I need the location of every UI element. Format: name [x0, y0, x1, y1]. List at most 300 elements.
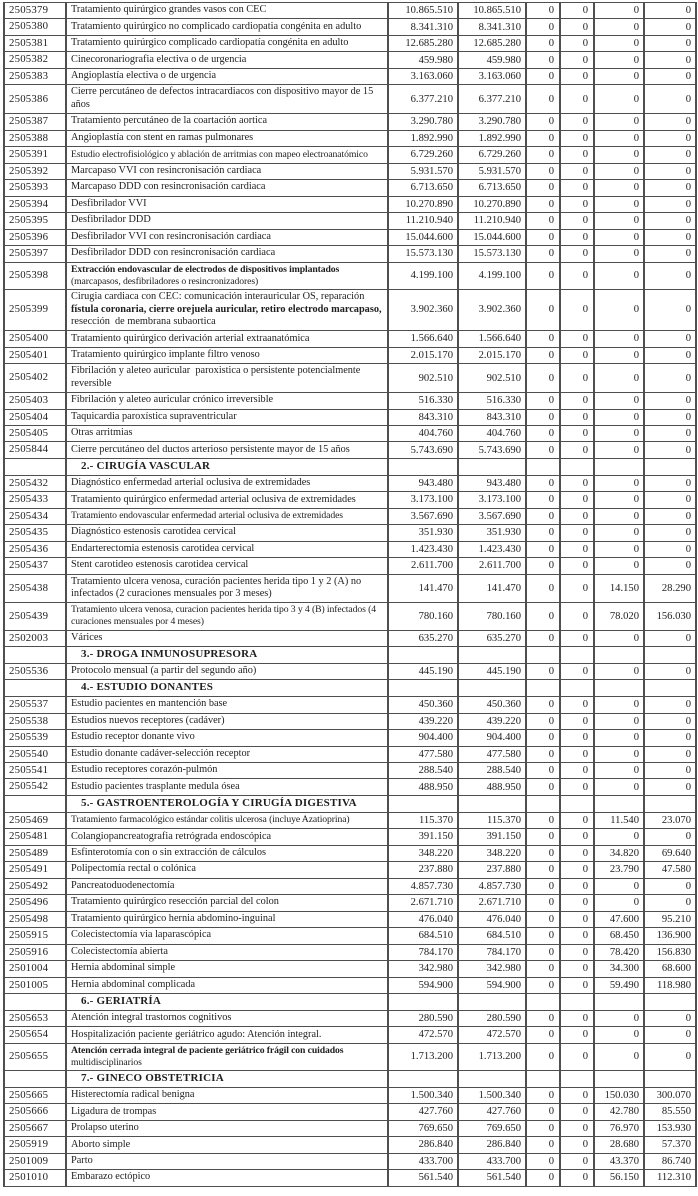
section-row: [4, 795, 696, 812]
zero-cell-2: [560, 1071, 594, 1088]
description-text: Tratamiento quirúrgico grandes vasos con CEC: [71, 4, 267, 16]
amount-cell-1: 3.173.100: [388, 492, 458, 508]
amount-cell-4: 0: [644, 746, 696, 762]
section-row: [4, 680, 696, 697]
description-text: Várices: [71, 631, 103, 643]
amount-cell-2: 404.760: [458, 425, 526, 441]
amount-cell-1: 1.892.990: [388, 130, 458, 146]
amount-cell-1: 450.360: [388, 697, 458, 713]
zero-cell-2: 0: [560, 663, 594, 679]
amount-cell-4: 0: [644, 331, 696, 347]
table-row: [4, 762, 696, 778]
zero-cell-1: 0: [526, 558, 560, 574]
table-row: [4, 1043, 696, 1070]
description-cell: [66, 114, 388, 130]
table-row: [4, 229, 696, 245]
amount-cell-3: 11.540: [594, 812, 644, 828]
amount-cell-3: 0: [594, 1010, 644, 1026]
description-text: Cinecoronariografia electiva o de urgencia: [71, 53, 247, 65]
description-cell: [66, 163, 388, 179]
description-cell: [66, 1153, 388, 1169]
amount-cell-1: 472.570: [388, 1027, 458, 1043]
amount-cell-2: 10.270.890: [458, 196, 526, 212]
zero-cell-1: 0: [526, 3, 560, 19]
zero-cell-1: 0: [526, 85, 560, 114]
amount-cell-1: 684.510: [388, 928, 458, 944]
amount-cell-2: 1.713.200: [458, 1043, 526, 1070]
table-row: [4, 928, 696, 944]
amount-cell-1: 348.220: [388, 845, 458, 861]
amount-cell-3: 0: [594, 541, 644, 557]
amount-cell-4: 0: [644, 147, 696, 163]
amount-cell-4: 0: [644, 558, 696, 574]
description-cell: [66, 85, 388, 114]
zero-cell-1: 0: [526, 630, 560, 646]
zero-cell-1: 0: [526, 1137, 560, 1153]
amount-cell-4: 0: [644, 35, 696, 51]
amount-cell-4: 300.070: [644, 1087, 696, 1103]
amount-cell-1: 6.377.210: [388, 85, 458, 114]
zero-cell-2: 0: [560, 878, 594, 894]
description-cell: [66, 425, 388, 441]
description-bold-text: Atención cerrada integral de paciente geriátrico frágil con cuidados: [71, 1044, 346, 1056]
description-text: Aborto simple: [71, 1138, 131, 1150]
code-cell: 2505400: [4, 331, 66, 347]
amount-cell-2: 3.902.360: [458, 289, 526, 331]
amount-cell-1: 6.729.260: [388, 147, 458, 163]
zero-cell-2: [560, 795, 594, 812]
description-cell: [66, 1170, 388, 1186]
amount-cell-4: 0: [644, 779, 696, 795]
zero-cell-1: 0: [526, 746, 560, 762]
amount-cell-2: 6.377.210: [458, 85, 526, 114]
code-cell: 2501005: [4, 977, 66, 993]
zero-cell-1: 0: [526, 163, 560, 179]
amount-cell-2: 488.950: [458, 779, 526, 795]
amount-cell-3: 28.680: [594, 1137, 644, 1153]
zero-cell-1: 0: [526, 19, 560, 35]
amount-cell-3: 0: [594, 713, 644, 729]
description-cell: [66, 779, 388, 795]
amount-cell-2: 3.173.100: [458, 492, 526, 508]
amount-cell-2: 472.570: [458, 1027, 526, 1043]
amount-cell-4: 0: [644, 425, 696, 441]
tariff-table-body: [4, 3, 696, 1187]
amount-cell-3: 0: [594, 663, 644, 679]
zero-cell-2: 0: [560, 180, 594, 196]
zero-cell-2: 0: [560, 713, 594, 729]
amount-cell-3: 0: [594, 730, 644, 746]
table-row: [4, 977, 696, 993]
zero-cell-2: 0: [560, 977, 594, 993]
code-cell: 2505435: [4, 525, 66, 541]
description-cell: [66, 492, 388, 508]
description-cell: [66, 409, 388, 425]
amount-cell-3: 0: [594, 196, 644, 212]
amount-cell-4: [644, 1071, 696, 1088]
section-row: [4, 458, 696, 475]
amount-cell-3: 0: [594, 19, 644, 35]
code-cell: 2505916: [4, 944, 66, 960]
zero-cell-2: 0: [560, 1087, 594, 1103]
zero-cell-1: 0: [526, 393, 560, 409]
amount-cell-2: 516.330: [458, 393, 526, 409]
amount-cell-2: 15.573.130: [458, 246, 526, 262]
zero-cell-2: 0: [560, 1027, 594, 1043]
amount-cell-4: 0: [644, 213, 696, 229]
amount-cell-2: 2.015.170: [458, 347, 526, 363]
description-text: Estudio receptor donante vivo: [71, 731, 195, 743]
amount-cell-3: 0: [594, 762, 644, 778]
amount-cell-3: 0: [594, 246, 644, 262]
table-row: [4, 492, 696, 508]
description-cell: [66, 663, 388, 679]
amount-cell-1: 6.713.650: [388, 180, 458, 196]
amount-cell-1: 286.840: [388, 1137, 458, 1153]
amount-cell-1: 11.210.940: [388, 213, 458, 229]
zero-cell-1: 0: [526, 895, 560, 911]
description-cell: [66, 262, 388, 289]
amount-cell-2: 1.892.990: [458, 130, 526, 146]
amount-cell-1: 15.044.600: [388, 229, 458, 245]
amount-cell-3: 56.150: [594, 1170, 644, 1186]
code-cell: 2501010: [4, 1170, 66, 1186]
code-cell: 2505398: [4, 262, 66, 289]
description-cell: [66, 558, 388, 574]
amount-cell-2: 2.671.710: [458, 895, 526, 911]
table-row: [4, 603, 696, 630]
description-text: Endarterectomia estenosis carotidea cervical: [71, 542, 255, 554]
description-text: (marcapasos, desfibriladores o resincronizadores): [71, 263, 342, 287]
table-row: [4, 713, 696, 729]
code-cell: 2505498: [4, 911, 66, 927]
table-row: [4, 878, 696, 894]
amount-cell-2: 6.729.260: [458, 147, 526, 163]
description-cell: [66, 697, 388, 713]
zero-cell-1: [526, 458, 560, 475]
description-cell: [66, 812, 388, 828]
code-cell: 2505665: [4, 1087, 66, 1103]
amount-cell-4: 0: [644, 697, 696, 713]
table-row: [4, 19, 696, 35]
amount-cell-2: 459.980: [458, 52, 526, 68]
zero-cell-1: 0: [526, 829, 560, 845]
zero-cell-1: [526, 994, 560, 1011]
amount-cell-1: 342.980: [388, 961, 458, 977]
zero-cell-1: 0: [526, 525, 560, 541]
amount-cell-2: 5.931.570: [458, 163, 526, 179]
amount-cell-3: [594, 994, 644, 1011]
amount-cell-4: 112.310: [644, 1170, 696, 1186]
amount-cell-2: 684.510: [458, 928, 526, 944]
zero-cell-2: 0: [560, 779, 594, 795]
zero-cell-1: 0: [526, 425, 560, 441]
description-cell: [66, 213, 388, 229]
amount-cell-2: 391.150: [458, 829, 526, 845]
amount-cell-1: 3.290.780: [388, 114, 458, 130]
amount-cell-3: [594, 458, 644, 475]
amount-cell-4: 0: [644, 289, 696, 331]
zero-cell-2: [560, 680, 594, 697]
zero-cell-1: 0: [526, 1010, 560, 1026]
description-text: Esfinterotomía con o sin extracción de cálculos: [71, 846, 267, 858]
amount-cell-4: 0: [644, 713, 696, 729]
description-cell: [66, 180, 388, 196]
amount-cell-2: 4.199.100: [458, 262, 526, 289]
zero-cell-2: 0: [560, 1104, 594, 1120]
amount-cell-1: 3.163.060: [388, 68, 458, 84]
amount-cell-1: 904.400: [388, 730, 458, 746]
amount-cell-2: [458, 458, 526, 475]
code-cell: 2505654: [4, 1027, 66, 1043]
amount-cell-2: [458, 647, 526, 664]
amount-cell-1: 10.270.890: [388, 196, 458, 212]
zero-cell-1: [526, 1071, 560, 1088]
amount-cell-3: 0: [594, 147, 644, 163]
amount-cell-3: 68.450: [594, 928, 644, 944]
zero-cell-2: 0: [560, 442, 594, 458]
zero-cell-1: 0: [526, 812, 560, 828]
amount-cell-2: 843.310: [458, 409, 526, 425]
amount-cell-4: 0: [644, 492, 696, 508]
description-text: Desfibrilador DDD: [71, 214, 151, 226]
amount-cell-2: 288.540: [458, 762, 526, 778]
table-row: [4, 1137, 696, 1153]
description-cell: [66, 289, 388, 331]
amount-cell-1: [388, 795, 458, 812]
description-text: Estudios nuevos receptores (cadáver): [71, 714, 225, 726]
amount-cell-4: 0: [644, 180, 696, 196]
description-cell: [66, 442, 388, 458]
description-cell: [66, 911, 388, 927]
zero-cell-2: 0: [560, 364, 594, 393]
code-cell: [4, 458, 66, 475]
description-text: Prolapso uterino: [71, 1122, 139, 1134]
amount-cell-4: 47.580: [644, 862, 696, 878]
code-cell: 2505496: [4, 895, 66, 911]
description-cell: [66, 730, 388, 746]
amount-cell-1: 115.370: [388, 812, 458, 828]
code-cell: 2505396: [4, 229, 66, 245]
zero-cell-1: 0: [526, 762, 560, 778]
description-text: Tratamiento ulcera venosa, curacion pacientes herida tipo 3 y 4 (B) infectados (4 curaciones mensuales por 4 meses): [71, 604, 379, 628]
amount-cell-2: 115.370: [458, 812, 526, 828]
description-cell: [66, 977, 388, 993]
amount-cell-3: 0: [594, 895, 644, 911]
amount-cell-2: [458, 1071, 526, 1088]
amount-cell-1: 477.580: [388, 746, 458, 762]
amount-cell-3: 76.970: [594, 1120, 644, 1136]
amount-cell-1: 10.865.510: [388, 3, 458, 19]
description-text: Estudio electrofisiológico y ablación de arritmias con mapeo electroanatómico: [71, 148, 368, 160]
zero-cell-1: 0: [526, 961, 560, 977]
amount-cell-4: 0: [644, 85, 696, 114]
code-cell: 2505403: [4, 393, 66, 409]
amount-cell-4: 57.370: [644, 1137, 696, 1153]
amount-cell-1: 280.590: [388, 1010, 458, 1026]
description-text: Estudio donante cadáver-selección receptor: [71, 747, 251, 759]
zero-cell-2: 0: [560, 19, 594, 35]
code-cell: 2505388: [4, 130, 66, 146]
amount-cell-2: 342.980: [458, 961, 526, 977]
zero-cell-2: 0: [560, 147, 594, 163]
zero-cell-1: 0: [526, 1027, 560, 1043]
description-text: Embarazo ectópico: [71, 1171, 151, 1183]
description-text: Fibrilación y aleteo auricular crónico irreversible: [71, 394, 274, 406]
zero-cell-2: 0: [560, 196, 594, 212]
zero-cell-2: 0: [560, 630, 594, 646]
description-text: Parto: [71, 1155, 93, 1166]
zero-cell-1: 0: [526, 147, 560, 163]
amount-cell-3: 47.600: [594, 911, 644, 927]
amount-cell-1: 943.480: [388, 475, 458, 491]
amount-cell-4: 0: [644, 630, 696, 646]
description-text: Estudio pacientes trasplante medula ósea: [71, 780, 240, 792]
amount-cell-2: 943.480: [458, 475, 526, 491]
description-cell: [66, 1104, 388, 1120]
amount-cell-3: 0: [594, 364, 644, 393]
amount-cell-1: 5.931.570: [388, 163, 458, 179]
zero-cell-2: 0: [560, 746, 594, 762]
amount-cell-2: 594.900: [458, 977, 526, 993]
zero-cell-1: 0: [526, 52, 560, 68]
amount-cell-1: 1.500.340: [388, 1087, 458, 1103]
table-row: [4, 347, 696, 363]
amount-cell-4: 0: [644, 262, 696, 289]
code-cell: 2505539: [4, 730, 66, 746]
zero-cell-2: 0: [560, 229, 594, 245]
zero-cell-2: 0: [560, 944, 594, 960]
code-cell: 2505667: [4, 1120, 66, 1136]
description-text: Estudio receptores corazón-pulmón: [71, 764, 218, 776]
description-cell: [66, 19, 388, 35]
code-cell: 2505492: [4, 878, 66, 894]
amount-cell-1: 459.980: [388, 52, 458, 68]
amount-cell-1: 635.270: [388, 630, 458, 646]
amount-cell-3: 0: [594, 525, 644, 541]
amount-cell-3: 0: [594, 262, 644, 289]
amount-cell-2: 141.470: [458, 574, 526, 603]
zero-cell-1: 0: [526, 1153, 560, 1169]
zero-cell-1: 0: [526, 730, 560, 746]
amount-cell-4: 69.640: [644, 845, 696, 861]
description-text: Colecistectomía via laparascópica: [71, 929, 212, 941]
code-cell: 2505402: [4, 364, 66, 393]
zero-cell-2: [560, 458, 594, 475]
amount-cell-3: 0: [594, 52, 644, 68]
code-cell: 2505387: [4, 114, 66, 130]
zero-cell-1: 0: [526, 114, 560, 130]
zero-cell-2: 0: [560, 911, 594, 927]
amount-cell-3: 0: [594, 35, 644, 51]
section-row: [4, 1071, 696, 1088]
table-row: [4, 85, 696, 114]
amount-cell-4: 0: [644, 347, 696, 363]
code-cell: 2502003: [4, 630, 66, 646]
amount-cell-1: 769.650: [388, 1120, 458, 1136]
description-text: resección de membrana subaortica: [71, 316, 216, 328]
code-cell: 2505395: [4, 213, 66, 229]
table-row: [4, 289, 696, 331]
zero-cell-2: 0: [560, 347, 594, 363]
table-row: [4, 52, 696, 68]
code-cell: 2505399: [4, 289, 66, 331]
amount-cell-1: 237.880: [388, 862, 458, 878]
table-row: [4, 114, 696, 130]
table-row: [4, 475, 696, 491]
amount-cell-4: 136.900: [644, 928, 696, 944]
code-cell: 2505394: [4, 196, 66, 212]
zero-cell-2: 0: [560, 862, 594, 878]
table-row: [4, 246, 696, 262]
section-title-cell: 6.- GERIATRÍA: [66, 994, 388, 1011]
amount-cell-4: 0: [644, 130, 696, 146]
description-text: Diagnóstico enfermedad arterial oclusiva de extremidades: [71, 477, 311, 489]
description-cell: [66, 630, 388, 646]
table-row: [4, 730, 696, 746]
amount-cell-3: 42.780: [594, 1104, 644, 1120]
zero-cell-1: 0: [526, 196, 560, 212]
code-cell: 2505915: [4, 928, 66, 944]
amount-cell-2: 1.500.340: [458, 1087, 526, 1103]
amount-cell-4: 0: [644, 829, 696, 845]
amount-cell-4: 0: [644, 525, 696, 541]
zero-cell-1: 0: [526, 541, 560, 557]
amount-cell-1: 561.540: [388, 1170, 458, 1186]
table-row: [4, 961, 696, 977]
amount-cell-1: 784.170: [388, 944, 458, 960]
code-cell: 2505541: [4, 762, 66, 778]
code-cell: 2501004: [4, 961, 66, 977]
code-cell: 2505432: [4, 475, 66, 491]
zero-cell-1: 0: [526, 1043, 560, 1070]
table-row: [4, 558, 696, 574]
amount-cell-4: 0: [644, 762, 696, 778]
amount-cell-1: 1.423.430: [388, 541, 458, 557]
code-cell: 2505392: [4, 163, 66, 179]
amount-cell-3: [594, 1071, 644, 1088]
zero-cell-2: 0: [560, 68, 594, 84]
amount-cell-1: 4.199.100: [388, 262, 458, 289]
code-cell: 2505469: [4, 812, 66, 828]
table-row: [4, 163, 696, 179]
description-text: Tratamiento farmacológico estándar colitis ulcerosa (incluye Azatioprina): [71, 814, 350, 826]
amount-cell-3: 0: [594, 829, 644, 845]
zero-cell-2: 0: [560, 730, 594, 746]
zero-cell-2: 0: [560, 762, 594, 778]
description-cell: [66, 895, 388, 911]
table-row: [4, 1170, 696, 1186]
table-row: [4, 574, 696, 603]
amount-cell-1: 5.743.690: [388, 442, 458, 458]
amount-cell-4: 0: [644, 409, 696, 425]
description-cell: [66, 475, 388, 491]
amount-cell-2: 11.210.940: [458, 213, 526, 229]
description-cell: [66, 393, 388, 409]
amount-cell-2: 237.880: [458, 862, 526, 878]
amount-cell-3: 0: [594, 425, 644, 441]
zero-cell-1: 0: [526, 574, 560, 603]
description-cell: [66, 961, 388, 977]
amount-cell-4: 0: [644, 1027, 696, 1043]
code-cell: 2505382: [4, 52, 66, 68]
description-cell: [66, 746, 388, 762]
amount-cell-2: 635.270: [458, 630, 526, 646]
code-cell: 2505391: [4, 147, 66, 163]
description-text: Tratamiento quirúrgico enfermedad arterial oclusiva de extremidades: [71, 493, 356, 505]
code-cell: 2505538: [4, 713, 66, 729]
amount-cell-1: [388, 1071, 458, 1088]
